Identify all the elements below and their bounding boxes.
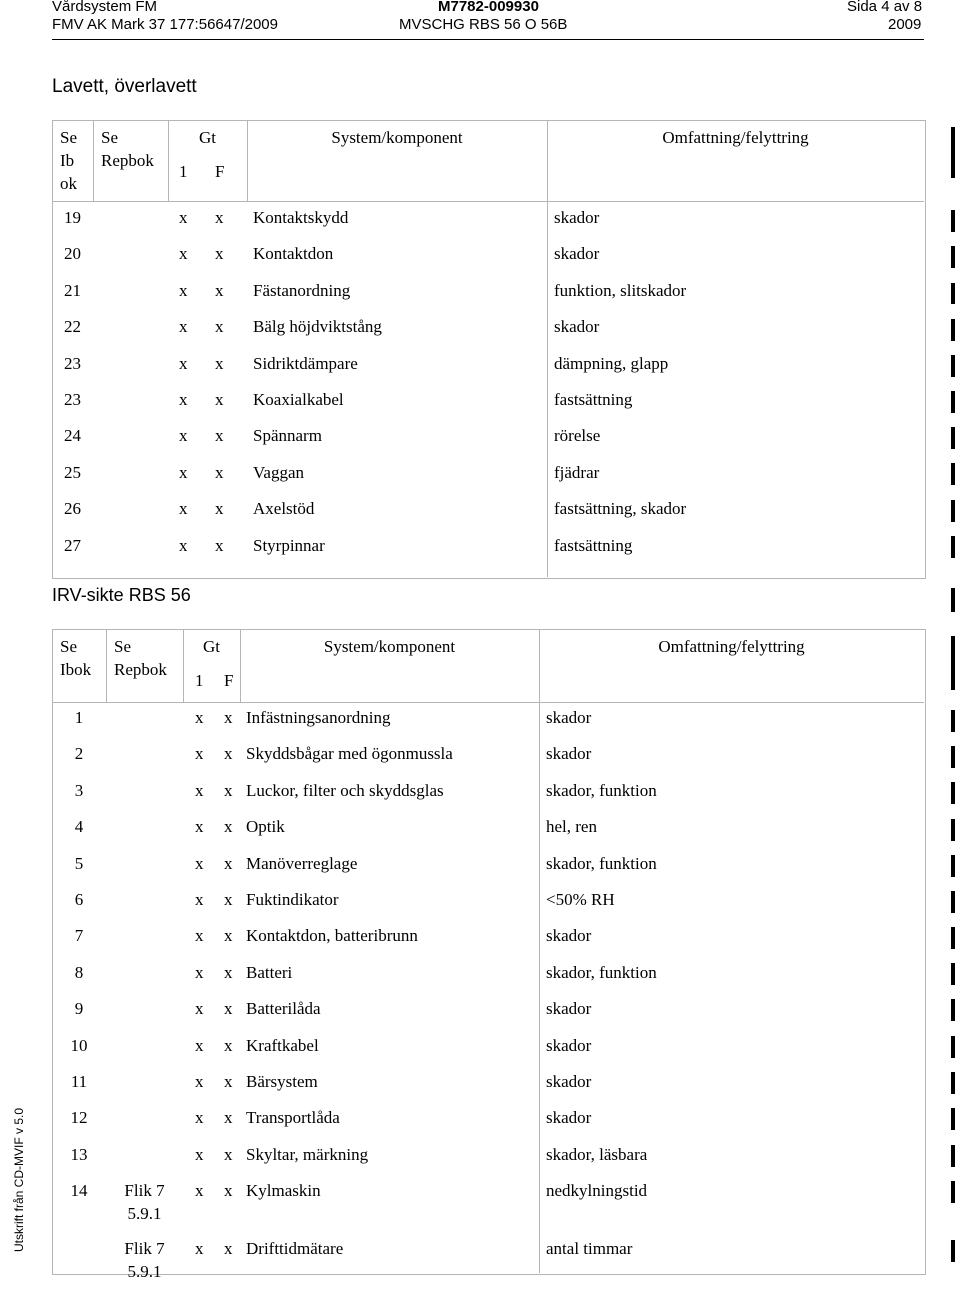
cell-gt-1: x [179, 462, 188, 482]
cell-gt-1: x [195, 1181, 204, 1201]
header-se-ibok: Ib [60, 151, 75, 170]
cell-scope: skador [546, 926, 592, 946]
change-bar [951, 782, 955, 804]
cell-gt-f: x [224, 926, 233, 946]
cell-number: 12 [70, 1108, 88, 1128]
cell-component: Manöverreglage [246, 853, 358, 873]
cell-gt-f: x [215, 280, 224, 300]
cell-component: Fuktindikator [246, 890, 339, 909]
cell-scope: skador, funktion [546, 853, 657, 873]
header-system-component: System/komponent [331, 128, 463, 147]
cell-gt-1: x [195, 1072, 204, 1091]
table-border [52, 629, 926, 1275]
change-bar [951, 463, 955, 485]
cell-repbok: Flik 7 5.9.1 [124, 1239, 165, 1282]
cell-gt-1: x [195, 1239, 204, 1259]
cell-gt-1: x [179, 244, 188, 264]
cell-component: Luckor, filter och skyddsglas [246, 780, 444, 800]
cell-number: 2 [74, 744, 84, 764]
cell-number: 22 [64, 317, 81, 337]
cell-number: 9 [74, 999, 84, 1019]
cell-number: 21 [64, 280, 81, 300]
cell-gt-f: x [215, 499, 224, 519]
change-bar [951, 1181, 955, 1203]
cell-component: Sidriktdämpare [253, 353, 358, 373]
header-ref: FMV AK Mark 37 177:56647/2009 [52, 16, 278, 33]
cell-number: 25 [64, 462, 81, 482]
cell-component: Infästningsanordning [246, 708, 391, 727]
cell-number: 3 [74, 780, 84, 800]
cell-scope: skador [546, 708, 592, 727]
cell-scope: funktion, slitskador [554, 280, 687, 300]
change-bar [951, 1036, 955, 1058]
cell-number: 24 [64, 426, 81, 446]
change-bar [951, 210, 955, 232]
cell-gt-f: x [224, 962, 233, 982]
cell-gt-1: x [195, 999, 204, 1019]
cell-number: 1 [74, 708, 84, 727]
cell-scope: rörelse [554, 426, 601, 446]
change-bar [951, 636, 955, 690]
cell-gt-f: x [215, 390, 224, 409]
column-divider [539, 629, 540, 1273]
cell-component: Kylmaskin [246, 1181, 321, 1201]
cell-gt-1: x [179, 535, 188, 555]
cell-gt-f: x [215, 426, 224, 446]
cell-number: 26 [64, 499, 81, 519]
cell-number: 27 [64, 535, 81, 555]
cell-scope: <50% RH [546, 890, 615, 909]
cell-component: Skyddsbågar med ögonmussla [246, 744, 453, 764]
cell-scope: fjädrar [554, 462, 600, 482]
header-gt: Gt [203, 637, 220, 656]
change-bar [951, 855, 955, 877]
change-bar [951, 127, 955, 178]
header-divider [52, 702, 924, 703]
cell-number: 19 [64, 208, 81, 227]
cell-scope: fastsättning [554, 390, 633, 409]
cell-scope: skador [554, 208, 600, 227]
section-title: IRV-sikte RBS 56 [52, 585, 191, 605]
cell-scope: skador [554, 317, 600, 337]
cell-gt-f: x [215, 244, 224, 264]
cell-number: 4 [74, 817, 84, 837]
cell-component: Koaxialkabel [253, 390, 344, 409]
cell-gt-1: x [195, 1035, 204, 1055]
change-bar [951, 283, 955, 304]
cell-gt-f: x [224, 1181, 233, 1201]
cell-number: 23 [64, 390, 81, 409]
cell-scope: fastsättning [554, 535, 633, 555]
change-bar [951, 536, 955, 558]
header-system: Vårdsystem FM [52, 0, 158, 15]
cell-component: Optik [246, 817, 285, 837]
header-se-repbok: Repbok [114, 660, 167, 679]
cell-gt-1: x [195, 817, 204, 837]
cell-gt-f: x [215, 208, 224, 227]
cell-gt-f: x [224, 853, 233, 873]
cell-component: Axelstöd [253, 499, 315, 519]
cell-gt-1: x [195, 744, 204, 764]
cell-gt-1: x [179, 208, 188, 227]
cell-scope: antal timmar [546, 1239, 633, 1259]
header-code: MVSCHG RBS 56 O 56B [399, 16, 568, 33]
cell-number: 7 [74, 926, 84, 946]
cell-gt-1: x [195, 926, 204, 946]
cell-scope: hel, ren [546, 817, 597, 837]
change-bar [951, 246, 955, 268]
change-bar [951, 391, 955, 413]
cell-scope: skador, funktion [546, 962, 657, 982]
column-divider [547, 120, 548, 577]
header-se-ibok: Se [60, 637, 77, 656]
cell-number: 10 [70, 1035, 88, 1055]
change-bar [951, 819, 955, 841]
change-bar [951, 1108, 955, 1130]
cell-gt-f: x [224, 708, 233, 727]
cell-gt-f: x [215, 535, 224, 555]
cell-gt-1: x [179, 280, 188, 300]
change-bar [951, 963, 955, 985]
change-bar [951, 746, 955, 768]
sidebar-print-note: Utskrift från CD-MVIF v 5.0 [12, 1107, 26, 1252]
change-bar [951, 999, 955, 1021]
header-divider [52, 201, 924, 202]
section-title: Lavett, överlavett [52, 76, 197, 97]
cell-gt-1: x [179, 317, 188, 337]
header-system-component: System/komponent [323, 637, 456, 656]
cell-gt-f: x [224, 744, 233, 764]
cell-gt-f: x [224, 1035, 233, 1055]
cell-gt-1: x [195, 1108, 204, 1128]
cell-number: 6 [74, 890, 84, 909]
cell-scope: skador [554, 244, 600, 264]
cell-gt-1: x [195, 708, 204, 727]
cell-gt-1: x [179, 353, 188, 373]
cell-gt-f: x [224, 1144, 233, 1164]
cell-scope: skador, funktion [546, 780, 657, 800]
change-bar [951, 427, 955, 449]
header-year: 2009 [888, 16, 922, 33]
header-se-ibok: ok [60, 174, 77, 193]
column-divider [93, 120, 94, 201]
cell-scope: fastsättning, skador [554, 499, 687, 519]
header-scope: Omfattning/felyttring [658, 637, 805, 656]
cell-component: Transportlåda [246, 1108, 340, 1128]
cell-component: Skyltar, märkning [246, 1144, 369, 1164]
header-gt-f: F [215, 162, 225, 181]
cell-number: 5 [74, 853, 84, 873]
cell-gt-f: x [224, 1108, 233, 1128]
header-doc-number: M7782-009930 [438, 0, 539, 15]
change-bar [951, 891, 955, 913]
cell-component: Fästanordning [253, 280, 351, 300]
header-gt-1: 1 [179, 162, 188, 181]
cell-gt-1: x [179, 499, 188, 519]
cell-component: Bälg höjdviktstång [253, 317, 382, 337]
header-gt-f: F [224, 671, 234, 690]
header-page: Sida 4 av 8 [847, 0, 923, 15]
change-bar [951, 710, 955, 732]
cell-component: Bärsystem [246, 1072, 318, 1091]
cell-gt-1: x [179, 390, 188, 409]
cell-gt-f: x [215, 317, 224, 337]
cell-component: Drifttidmätare [246, 1239, 344, 1259]
cell-number: 11 [70, 1072, 88, 1091]
cell-gt-f: x [224, 817, 233, 837]
cell-scope: skador [546, 744, 592, 764]
cell-gt-f: x [224, 890, 233, 909]
change-bar [951, 500, 955, 522]
change-bar [951, 588, 955, 612]
change-bar [951, 355, 955, 377]
header-se-ibok: Ibok [60, 660, 92, 679]
change-bar [951, 927, 955, 949]
header-scope: Omfattning/felyttring [662, 128, 809, 147]
cell-scope: skador [546, 1035, 592, 1055]
cell-gt-1: x [179, 426, 188, 446]
cell-gt-1: x [195, 853, 204, 873]
cell-gt-f: x [224, 1239, 233, 1259]
cell-number: 23 [64, 353, 81, 373]
cell-component: Batterilåda [246, 999, 321, 1019]
change-bar [951, 1145, 955, 1167]
cell-gt-f: x [224, 1072, 233, 1091]
cell-scope: skador, läsbara [546, 1144, 648, 1164]
cell-number: 20 [64, 244, 81, 264]
cell-scope: dämpning, glapp [554, 353, 669, 373]
column-divider [106, 629, 107, 702]
cell-gt-f: x [224, 780, 233, 800]
cell-number: 14 [70, 1181, 88, 1201]
header-gt: Gt [199, 128, 216, 147]
cell-number: 8 [74, 962, 84, 982]
header-gt-1: 1 [195, 671, 204, 690]
cell-gt-1: x [195, 780, 204, 800]
header-se-ibok: Se [60, 128, 77, 147]
cell-gt-1: x [195, 962, 204, 982]
header-divider [52, 39, 924, 40]
cell-component: Spännarm [253, 426, 322, 446]
header-se-repbok: Repbok [101, 151, 154, 170]
cell-gt-f: x [224, 999, 233, 1019]
change-bar [951, 319, 955, 341]
cell-gt-1: x [195, 1144, 204, 1164]
header-se-repbok: Se [114, 637, 131, 656]
cell-scope: nedkylningstid [546, 1181, 648, 1201]
cell-component: Kraftkabel [246, 1035, 319, 1055]
cell-scope: skador [546, 1072, 592, 1091]
cell-component: Vaggan [253, 462, 304, 482]
cell-component: Kontaktskydd [253, 208, 349, 227]
header-se-repbok: Se [101, 128, 118, 147]
cell-component: Batteri [246, 962, 293, 982]
cell-repbok: Flik 7 5.9.1 [124, 1181, 165, 1224]
cell-scope: skador [546, 999, 592, 1019]
cell-component: Styrpinnar [253, 535, 325, 555]
change-bar [951, 1072, 955, 1094]
cell-component: Kontaktdon, batteribrunn [246, 926, 418, 946]
cell-gt-f: x [215, 462, 224, 482]
cell-component: Kontaktdon [253, 244, 334, 264]
cell-number: 13 [70, 1144, 88, 1164]
cell-scope: skador [546, 1108, 592, 1128]
change-bar [951, 1240, 955, 1262]
cell-gt-f: x [215, 353, 224, 373]
cell-gt-1: x [195, 890, 204, 909]
